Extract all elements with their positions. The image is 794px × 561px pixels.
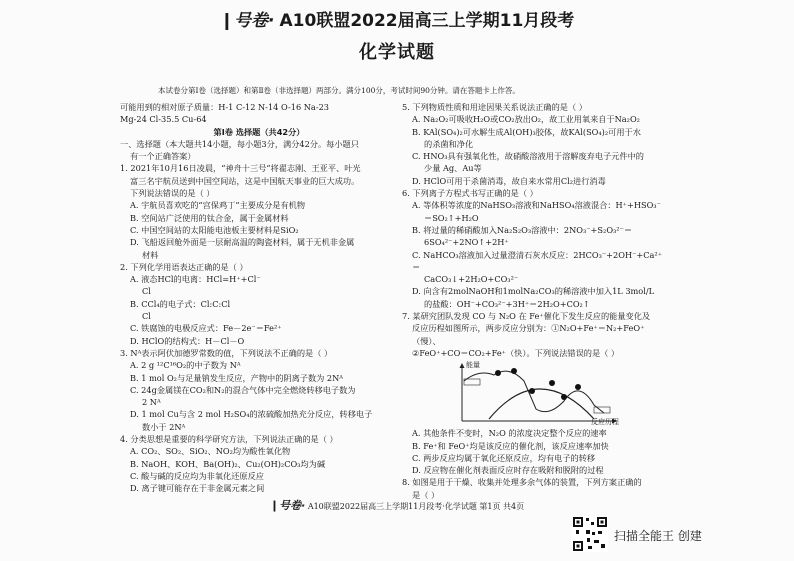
diagram-y-label: 能量: [466, 361, 480, 370]
text-line: B. 将过量的稀硝酸加入Na₂S₂O₃溶液中：2NO₃⁻+S₂O₃²⁻＝: [412, 224, 633, 235]
text-line: D. HClO的结构式：H－Cl－O: [130, 335, 245, 346]
text-line: C. 铁腐蚀的电极反应式：Fe－2e⁻＝Fe²⁺: [130, 323, 282, 334]
text-line: A. 宇航员喜欢吃的“宫保鸡丁”主要成分是有机物: [130, 200, 306, 211]
text-line: A. 其他条件不变时，N₂O 的浓度决定整个反应的速率: [412, 428, 607, 439]
reactant-box: [464, 379, 480, 385]
header-title: A10联盟2022届高三上学期11月段考: [279, 11, 575, 31]
text-line: 一、选择题（本大题共14小题，每小题3分，满分42分。每小题只: [120, 138, 359, 149]
text-line: B. NaOH、KOH、Ba(OH)₂、Cu₂(OH)₂CO₃均为碱: [130, 458, 326, 469]
molecule-mark: [511, 368, 517, 374]
text-line: 2. 下列化学用语表达正确的是（ ）: [120, 261, 248, 272]
energy-diagram: [454, 361, 619, 425]
text-line: 材料: [142, 249, 159, 260]
text-line: 1. 2021年10月16日凌晨，“神舟十三号”将翟志刚、王亚平、叶光: [120, 163, 361, 174]
text-line: 5. 下列物质性质和用途因果关系说法正确的是（ ）: [402, 102, 587, 112]
scanner-watermark: 扫描全能王 创建: [614, 529, 702, 543]
text-line: D. 1 mol Cu与含 2 mol H₂SO₄的浓硫酸加热充分反应，转移电子: [130, 409, 373, 420]
text-line: 3. Nᴬ表示阿伏加德罗常数的值，下列说法不正确的是（ ）: [120, 347, 333, 358]
text-line: D. 向含有2molNaOH和1molNa₂CO₃的稀溶液中加入1L 3mol/L: [412, 286, 655, 297]
text-line: B. CCl₄的电子式：Cl:C:Cl: [130, 298, 231, 309]
header-logo: ❙号卷·: [219, 11, 275, 31]
text-line: 2 Nᴬ: [142, 397, 161, 408]
diagram-x-label: 反应历程: [591, 418, 619, 427]
text-line: 6SO₄²⁻+2NO↑+2H⁺: [424, 237, 509, 248]
text-line: B. KAl(SO₄)₂可水解生成Al(OH)₃胶体，故KAl(SO₄)₂可用于水: [412, 126, 641, 137]
text-line: 4. 分类思想是重要的科学研究方法，下列说法正确的是（ ）: [120, 434, 338, 445]
left-column: [120, 101, 398, 495]
text-line: CaCO₃↓+2H₂O+CO₃²⁻: [424, 274, 519, 285]
text-line: Cl: [142, 311, 151, 322]
text-line: B. Fe⁺和 FeO⁺均是该反应的催化剂，该反应速率加快: [412, 440, 609, 451]
text-line: D. 飞船返回舱外面是一层耐高温的陶瓷材料，属于无机非金属: [130, 237, 355, 248]
footer-text: A10联盟2022届高三上学期11月段考·化学试题 第1页 共4页: [307, 502, 525, 511]
text-line: A. 2 g ¹²C¹⁶O₂的中子数为 Nᴬ: [130, 360, 241, 371]
text-line: C. HNO₃具有强氧化性，故硝酸溶液用于溶解废弃电子元件中的: [412, 151, 644, 162]
text-line: B. 空间站广泛使用的钛合金，属于金属材料: [130, 212, 289, 223]
text-line: ②FeO⁺+CO＝CO₂+Fe⁺（快）。下列说法错误的是（ ）: [412, 347, 620, 358]
text-line: 8. 如图是用于干燥、收集并处理多余气体的装置，下列方案正确的: [402, 477, 642, 488]
y-axis-arrow: [460, 363, 465, 368]
text-line: ＝SO₂↑+H₂O: [424, 212, 479, 223]
text-line: A. CO₂、SO₂、SiO₂、NO₂均为酸性氧化物: [130, 446, 291, 457]
text-line: A. 液态HCl的电离：HCl=H⁺+Cl⁻: [130, 274, 261, 285]
text-line: Mg-24 Cl-35.5 Cu-64: [120, 114, 207, 125]
right-column-bottom: [402, 427, 664, 501]
text-line: C. 酸与碱的反应均为非氧化还原反应: [130, 470, 264, 481]
text-line: C. 中国空间站的太阳能电池板主要材料是SiO₂: [130, 224, 299, 235]
page-header: [0, 6, 794, 31]
text-line: B. 1 mol O₂与足量钠发生反应，产物中的阴离子数为 2Nᴬ: [130, 372, 344, 383]
molecule-mark: [529, 388, 535, 394]
text-line: 第Ⅰ卷 选择题（共42分）: [213, 126, 305, 137]
molecule-mark: [561, 394, 567, 400]
text-line: 反应历程如图所示，两步反应分别为：①N₂O+Fe⁺＝N₂+FeO⁺（慢）、: [412, 323, 645, 346]
text-line: 的杀菌和净化: [424, 138, 474, 149]
text-line: 的盐酸：OH⁻+CO₃²⁻+3H⁺＝2H₂O+CO₂↑: [424, 298, 590, 309]
qr-code-icon: [572, 516, 608, 552]
right-column: [402, 101, 664, 501]
text-line: 有一个正确答案）: [130, 151, 196, 162]
molecule-mark: [495, 370, 501, 376]
text-line: 富三名宇航员送到中国空间站，这是中国航天事业的巨大成功。: [130, 175, 360, 186]
exam-instructions: 本试卷分第Ⅰ卷（选择题）和第Ⅱ卷（非选择题）两部分。满分100分，考试时间90分钟。请在答题卡上作答。: [158, 86, 520, 95]
text-line: 下列说法错误的是（ ）: [130, 188, 215, 199]
text-line: 是（ ）: [412, 489, 440, 500]
text-line: 可能用到的相对原子质量：H-1 C-12 N-14 O-16 Na-23: [120, 102, 330, 112]
text-line: A. 等体积等浓度的NaHSO₃溶液和NaHSO₄溶液混合：H⁺+HSO₃⁻: [412, 200, 661, 211]
text-line: 7. 某研究团队发现 CO 与 N₂O 在 Fe⁺催化下发生反应的能量变化及: [402, 311, 651, 322]
text-line: 6. 下列离子方程式书写正确的是（ ）: [402, 188, 538, 199]
text-line: C. 24g金属镁在CO₂和N₂的混合气体中完全燃烧转移电子数为: [130, 384, 356, 395]
text-line: C. 两步反应均属于氧化还原反应，均有电子的转移: [412, 452, 596, 463]
molecule-mark: [575, 384, 581, 390]
text-line: D. 离子键可能存在于非金属元素之间: [130, 483, 265, 494]
footer-logo: ❙号卷·: [269, 499, 306, 512]
text-line: A. Na₂O₂可吸收H₂O或CO₂放出O₂，故工业用氧来自于Na₂O₂: [412, 114, 640, 125]
text-line: 数小于 2Nᴬ: [142, 421, 186, 432]
right-column-top: [402, 101, 664, 359]
page-footer: [0, 497, 794, 513]
molecule-mark: [549, 380, 555, 386]
text-line: D. 反应物在催化剂表面反应时存在吸附和脱附的过程: [412, 465, 604, 476]
product-box: [594, 407, 610, 413]
text-line: 少量 Ag、Au等: [424, 163, 482, 174]
text-line: D. HClO可用于杀菌消毒，故自来水常用Cl₂进行消毒: [412, 175, 606, 186]
text-line: C. NaHCO₃溶液加入过量澄清石灰水反应：2HCO₃⁻+2OH⁻+Ca²⁺＝: [412, 249, 663, 272]
text-line: Cl: [142, 286, 151, 297]
subject-title: 化学试题: [359, 42, 435, 63]
energy-arc: [489, 389, 594, 419]
